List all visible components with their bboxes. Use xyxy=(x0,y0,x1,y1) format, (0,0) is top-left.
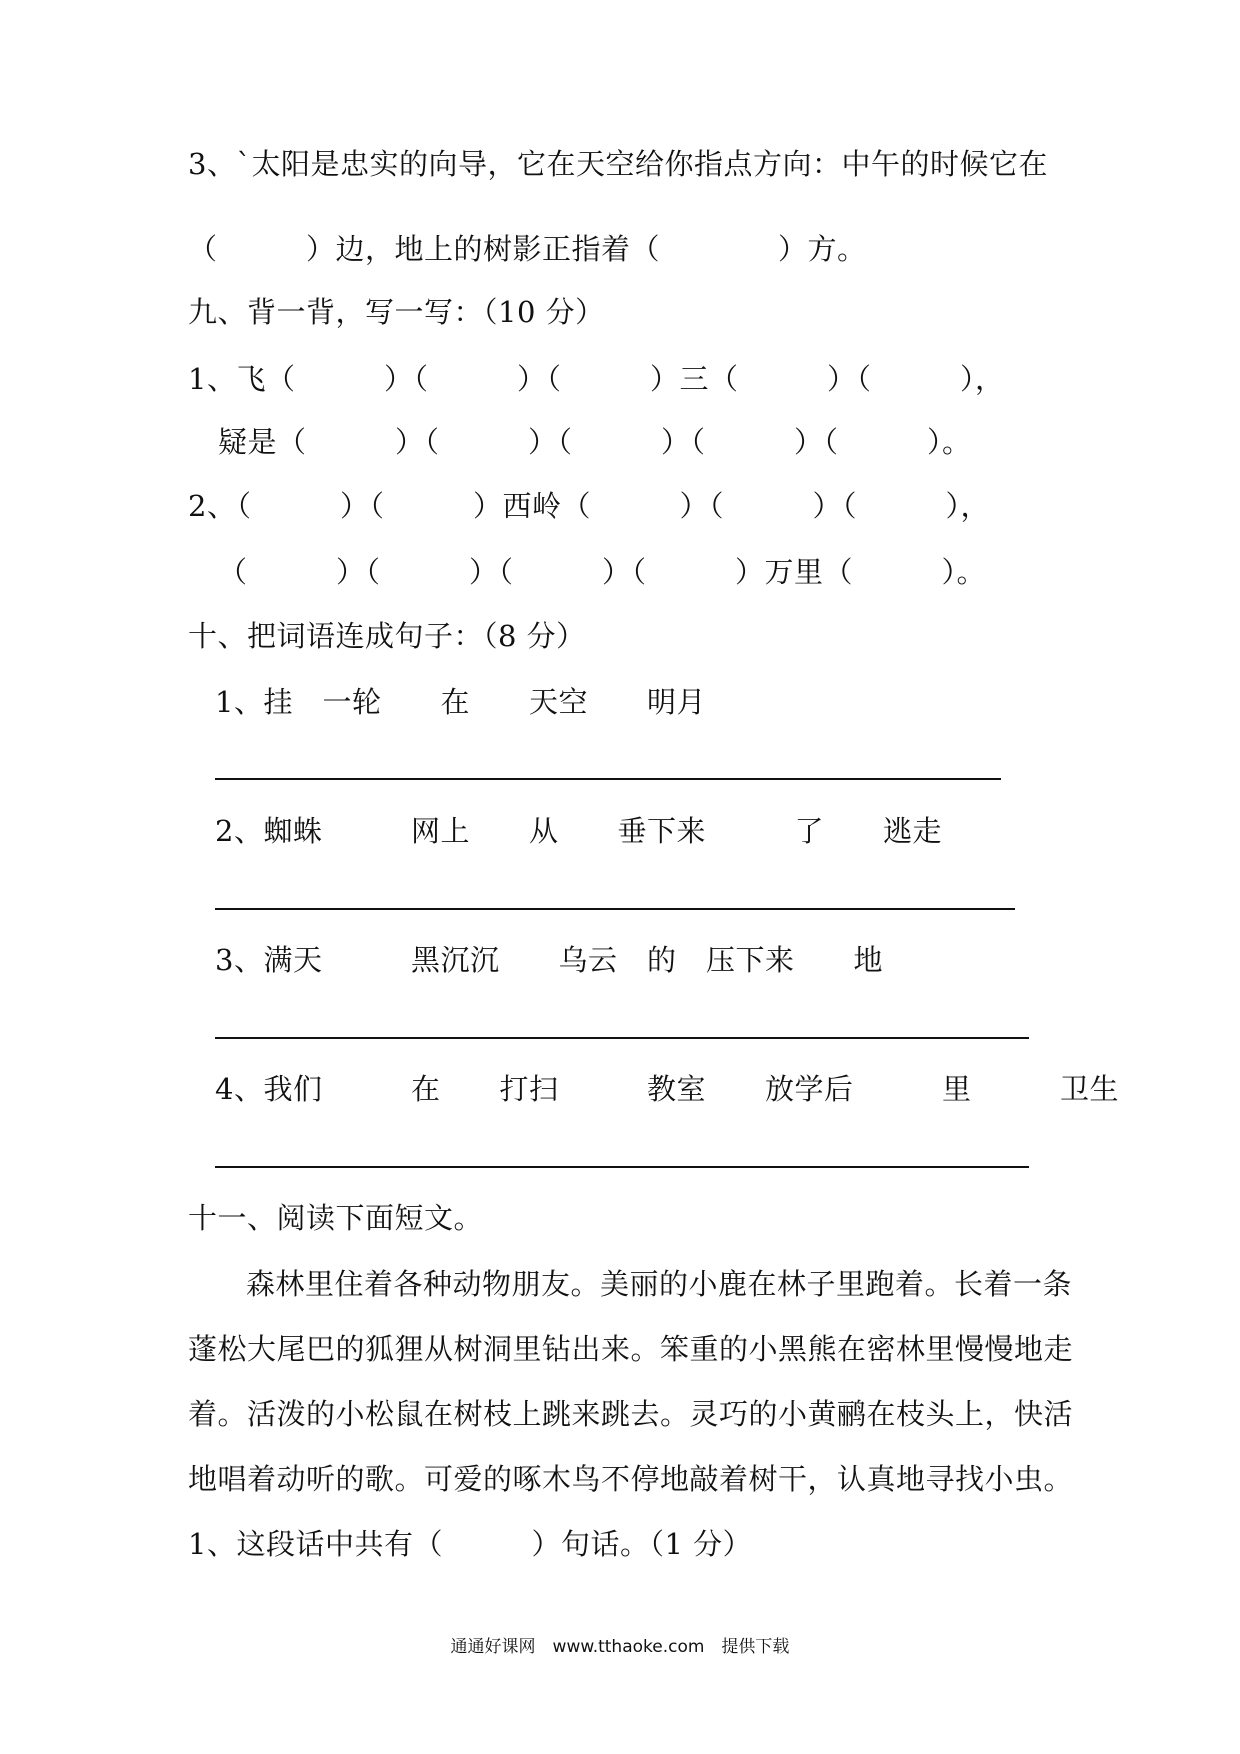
section10-item-1: 1、挂 一轮 在 天空 明月 xyxy=(215,685,706,719)
section10-item-4: 4、我们 在 打扫 教室 放学后 里 卫生 xyxy=(215,1072,1119,1106)
answer-line-3 xyxy=(215,1037,1029,1039)
section10-item-2: 2、蜘蛛 网上 从 垂下来 了 逃走 xyxy=(215,814,942,848)
section11-heading: 十一、阅读下面短文。 xyxy=(188,1201,484,1235)
section9-item2-line1: 2、（ ）（ ）西岭（ ）（ ）（ ）， xyxy=(188,489,990,523)
section9-heading: 九、背一背，写一写：（10 分） xyxy=(188,295,605,329)
passage-line-1: 森林里住着各种动物朋友。美丽的小鹿在林子里跑着。长着一条 xyxy=(246,1267,1073,1301)
passage-line-2: 蓬松大尾巴的狐狸从树洞里钻出来。笨重的小黑熊在密林里慢慢地走 xyxy=(188,1332,1074,1366)
answer-line-4 xyxy=(215,1166,1029,1168)
section10-item-3: 3、满天 黑沉沉 乌云 的 压下来 地 xyxy=(215,943,883,977)
answer-line-2 xyxy=(215,908,1015,910)
q3-line-2: （ ）边，地上的树影正指着（ ）方。 xyxy=(188,232,867,266)
answer-line-1 xyxy=(215,778,1001,780)
q3-line-1: 3、`太阳是忠实的向导，它在天空给你指点方向：中午的时候它在 xyxy=(188,147,1048,181)
section9-item1-line1: 1、飞（ ）（ ）（ ）三（ ）（ ）， xyxy=(188,362,1005,396)
section11-question-1: 1、这段话中共有（ ）句话。（1 分） xyxy=(188,1527,753,1561)
passage-line-3: 着。活泼的小松鼠在树枝上跳来跳去。灵巧的小黄鹂在枝头上，快活 xyxy=(188,1397,1074,1431)
section9-item1-line2: 疑是（ ）（ ）（ ）（ ）（ ）。 xyxy=(218,425,972,459)
footer-credit: 通通好课网 www.tthaoke.com 提供下载 xyxy=(450,1637,790,1657)
section10-heading: 十、把词语连成句子：（8 分） xyxy=(188,619,586,653)
section9-item2-line2: （ ）（ ）（ ）（ ）万里（ ）。 xyxy=(218,555,987,589)
passage-line-4: 地唱着动听的歌。可爱的啄木鸟不停地敲着树干，认真地寻找小虫。 xyxy=(188,1462,1074,1496)
